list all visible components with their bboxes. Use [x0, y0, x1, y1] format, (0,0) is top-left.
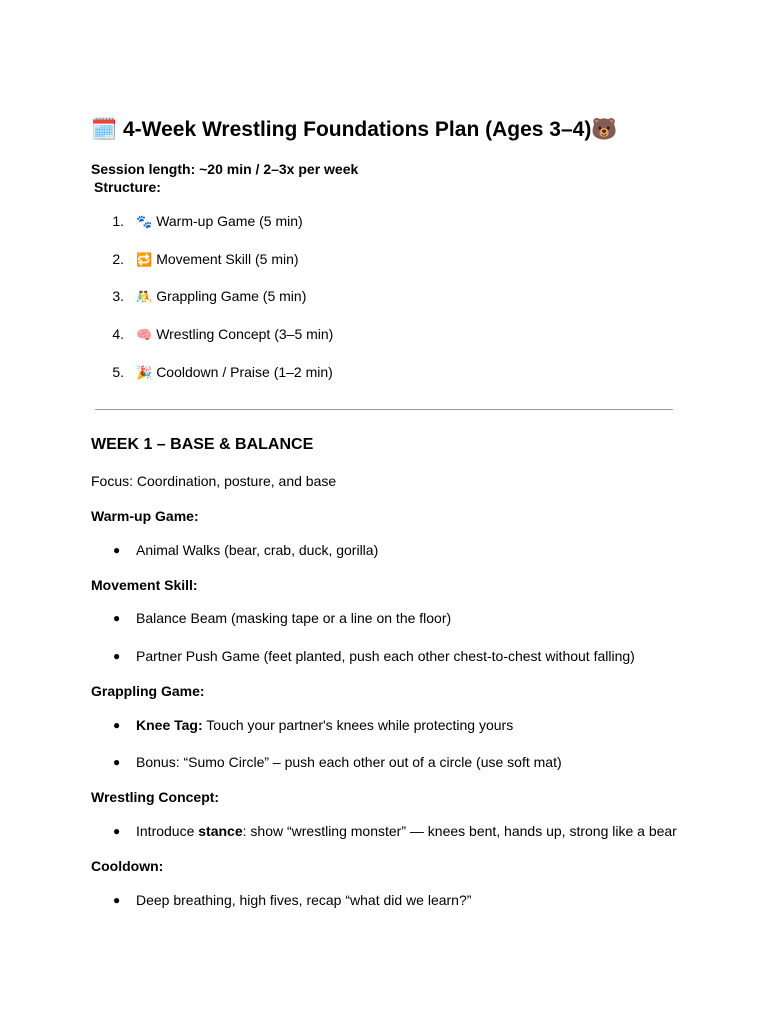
- list-item-text: Movement Skill (5 min): [156, 251, 299, 267]
- horizontal-divider: [95, 409, 673, 410]
- week1-focus: Focus: Coordination, posture, and base: [91, 473, 337, 489]
- warmup-label: Warm-up Game:: [91, 508, 199, 524]
- list-item: Partner Push Game (feet planted, push each other chest-to-chest without falling): [136, 648, 635, 664]
- structure-label: Structure:: [94, 179, 161, 195]
- grappling-label: Grappling Game:: [91, 683, 205, 699]
- party-popper-icon: 🎉: [136, 366, 153, 381]
- list-item: [136, 250, 299, 270]
- list-number: 5.: [112, 364, 124, 380]
- list-item: Animal Walks (bear, crab, duck, gorilla): [136, 542, 379, 558]
- list-item-text: Warm-up Game (5 min): [156, 213, 303, 229]
- bear-icon: 🐻: [591, 117, 618, 141]
- bullet: ●: [113, 893, 121, 907]
- list-item: Deep breathing, high fives, recap “what did we learn?”: [136, 892, 472, 908]
- wrestlers-icon: 🤼: [136, 290, 153, 305]
- list-item-text: Wrestling Concept (3–5 min): [156, 326, 334, 342]
- repeat-icon: 🔁: [136, 253, 153, 268]
- list-item: [136, 363, 333, 383]
- list-number: 3.: [112, 288, 124, 304]
- list-number: 1.: [112, 213, 124, 229]
- movement-label: Movement Skill:: [91, 577, 198, 593]
- list-number: 2.: [112, 251, 124, 267]
- knee-tag-text: Touch your partner's knees while protecting yours: [202, 717, 514, 733]
- bullet: ●: [113, 824, 121, 838]
- session-length: Session length: ~20 min / 2–3x per week: [91, 161, 359, 177]
- bullet: ●: [113, 611, 121, 625]
- list-item: [136, 822, 677, 840]
- bullet: ●: [113, 755, 121, 769]
- list-number: 4.: [112, 326, 124, 342]
- paw-icon: 🐾: [136, 215, 153, 230]
- bullet: ●: [113, 543, 121, 557]
- concept-text-pre: Introduce: [136, 823, 199, 839]
- cooldown-label: Cooldown:: [91, 858, 164, 874]
- list-item: [136, 287, 306, 307]
- concept-bold: stance: [198, 823, 243, 839]
- brain-icon: 🧠: [136, 328, 153, 343]
- knee-tag-label: Knee Tag:: [136, 717, 203, 733]
- title-text: 4-Week Wrestling Foundations Plan (Ages 3–4): [123, 118, 592, 141]
- list-item-text: Cooldown / Praise (1–2 min): [156, 364, 333, 380]
- list-item: [136, 325, 333, 345]
- list-item: [136, 212, 303, 232]
- concept-text-rest: : show “wrestling monster” — knees bent, hands up, strong like a bear: [242, 823, 677, 839]
- list-item-text: Grappling Game (5 min): [156, 288, 307, 304]
- bullet: ●: [113, 718, 121, 732]
- week1-heading: WEEK 1 – BASE & BALANCE: [91, 436, 314, 453]
- bullet: ●: [113, 649, 121, 663]
- list-item: [136, 716, 513, 734]
- document-title: [91, 116, 617, 143]
- list-item: Bonus: “Sumo Circle” – push each other out of a circle (use soft mat): [136, 754, 562, 770]
- list-item: Balance Beam (masking tape or a line on the floor): [136, 610, 452, 626]
- calendar-icon: 🗓️: [91, 117, 118, 141]
- concept-label: Wrestling Concept:: [91, 789, 220, 805]
